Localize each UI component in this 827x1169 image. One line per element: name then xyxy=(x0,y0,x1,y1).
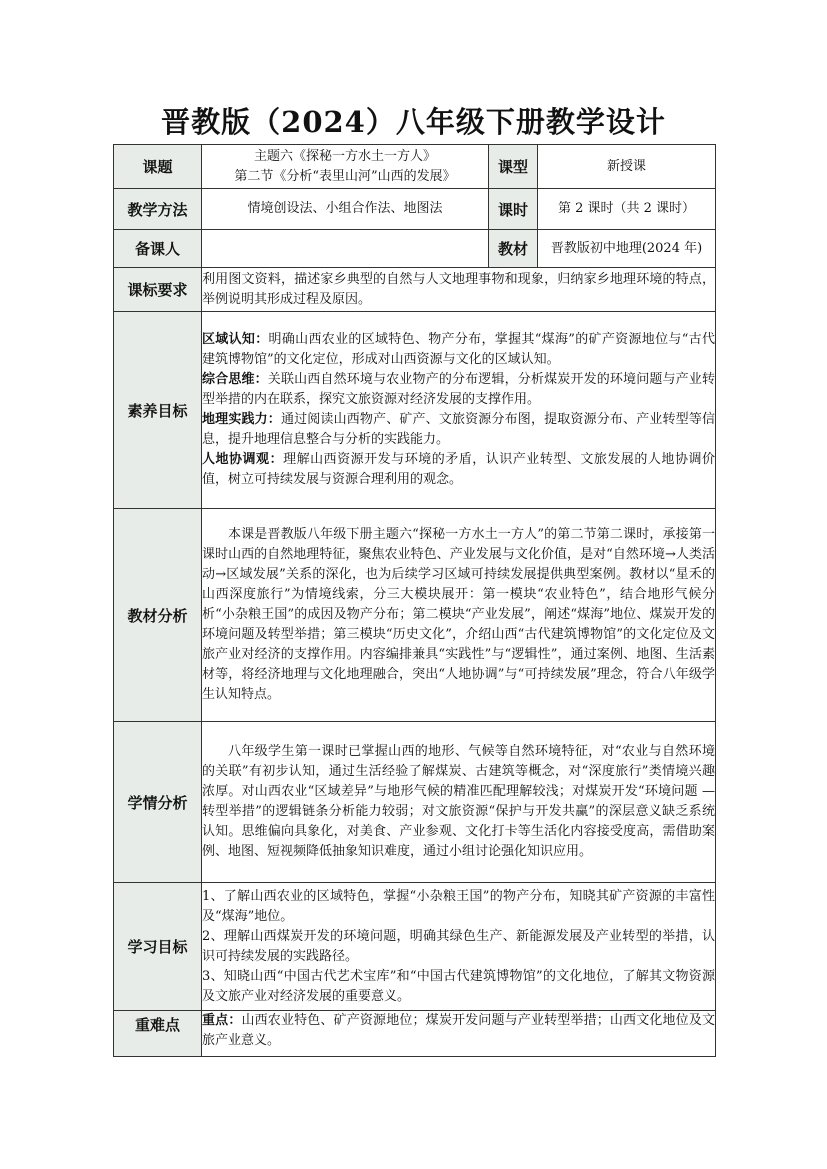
topic-value xyxy=(202,145,489,189)
goals-label: 学习目标 xyxy=(114,883,202,1011)
goal-item: 1、了解山西农业的区域特色，掌握“小杂粮王国”的物产分布，知晓其矿产资源的丰富性及“煤海”地位。 xyxy=(202,888,715,924)
goals-text xyxy=(202,883,716,1011)
preparer-value xyxy=(202,230,489,268)
literacy-desc: 关联山西自然环境与农业物产的分布逻辑，分析煤炭开发的环境问题与产业转型举措的内在联系，探究文旅资源对经济发展的支撑作用。 xyxy=(202,372,715,407)
topic-row xyxy=(114,145,716,189)
keypoints-key: 重点： xyxy=(202,1013,242,1028)
goal-item: 3、知晓山西“中国古代艺术宝库”和“中国古代建筑博物馆”的文化地位，了解其文物资源及文旅产业对经济发展的重要意义。 xyxy=(202,968,715,1004)
literacy-desc: 明确山西农业的区域特色、物产分布，掌握其“煤海”的矿产资源地位与“古代建筑博物馆”的文化定位，形成对山西资源与文化的区域认知。 xyxy=(202,332,715,367)
keypoints-row xyxy=(114,1011,716,1057)
literacy-desc: 理解山西资源开发与环境的矛盾，认识产业转型、文旅发展的人地协调价值，树立可持续发展与资源合理利用的观念。 xyxy=(202,452,715,487)
literacy-label: 素养目标 xyxy=(114,312,202,509)
literacy-row xyxy=(114,312,716,509)
material-label: 教材分析 xyxy=(114,509,202,722)
literacy-key: 地理实践力： xyxy=(202,412,281,427)
literacy-key: 区域认知： xyxy=(202,332,269,347)
literacy-item xyxy=(202,450,715,490)
hours-value: 第 2 课时（共 2 课时） xyxy=(538,189,716,230)
lesson-plan-table xyxy=(113,144,716,1057)
method-label: 教学方法 xyxy=(114,189,202,230)
lesson-type-label: 课型 xyxy=(489,145,538,189)
curriculum-label: 课标要求 xyxy=(114,268,202,312)
topic-label: 课题 xyxy=(114,145,202,189)
hours-label: 课时 xyxy=(489,189,538,230)
keypoints-text xyxy=(202,1011,716,1057)
literacy-item xyxy=(202,370,715,410)
lesson-type-value: 新授课 xyxy=(538,145,716,189)
students-text: 八年级学生第一课时已掌握山西的地形、气候等自然环境特征，对“农业与自然环境的关联”有初步认知，通过生活经验了解煤炭、古建筑等概念，对“深度旅行”类情境兴趣浓厚。对山西农业“区域差异”与地形气候的精准匹配理解较浅；对煤炭开发“环境问题 — 转型举措”的逻辑链条分析能力较弱；对文旅资源“保护与开发共赢”的深层意义缺乏系统认知。思维偏向具象化，对美食、产业参观、文化打卡等生活化内容接受度高，需借助案例、地图、短视频降低抽象知识难度，通过小组讨论强化知识应用。 xyxy=(202,722,716,883)
topic-line-2: 第二节《分析“表里山河”山西的发展》 xyxy=(234,168,456,184)
method-row xyxy=(114,189,716,230)
textbook-value: 晋教版初中地理(2024 年) xyxy=(538,230,716,268)
goal-item: 2、理解山西煤炭开发的环境问题，明确其绿色生产、新能源发展及产业转型的举措，认识可持续发展的实践路径。 xyxy=(202,928,715,964)
page-title: 晋教版（2024）八年级下册教学设计 xyxy=(161,105,666,139)
material-text: 本课是晋教版八年级下册主题六“探秘一方水土一方人”的第二节第二课时，承接第一课时山西的自然地理特征，聚焦农业特色、产业发展与文化价值，是对“自然环境→人类活动→区域发展”关系的深化，也为后续学习区域可持续发展提供典型案例。教材以“星禾的山西深度旅行”为情境线索，分三大模块展开：第一模块“农业特色”，结合地形气候分析“小杂粮王国”的成因及物产分布；第二模块“产业发展”，阐述“煤海”地位、煤炭开发的环境问题及转型举措；第三模块“历史文化”，介绍山西“古代建筑博物馆”的文化定位及文旅产业对经济的支撑作用。内容编排兼具“实践性”与“逻辑性”，通过案例、地图、生活素材等，将经济地理与文化地理融合，突出“人地协调”与“可持续发展”理念，符合八年级学生认知特点。 xyxy=(202,509,716,722)
literacy-item xyxy=(202,330,715,370)
literacy-item xyxy=(202,410,715,450)
goals-row xyxy=(114,883,716,1011)
curriculum-text: 利用图文资料，描述家乡典型的自然与人文地理事物和现象，归纳家乡地理环境的特点，举例说明其形成过程及原因。 xyxy=(202,268,716,312)
curriculum-row xyxy=(114,268,716,312)
textbook-label: 教材 xyxy=(489,230,538,268)
literacy-key: 人地协调观： xyxy=(202,452,284,467)
topic-line-1: 主题六《探秘一方水土一方人》 xyxy=(253,148,436,164)
literacy-text xyxy=(202,312,716,509)
preparer-row xyxy=(114,230,716,268)
literacy-key: 综合思维： xyxy=(202,372,268,387)
keypoints-desc: 山西农业特色、矿产资源地位；煤炭开发问题与产业转型举措；山西文化地位及文旅产业意义。 xyxy=(202,1013,715,1048)
students-row xyxy=(114,722,716,883)
literacy-desc: 通过阅读山西物产、矿产、文旅资源分布图，提取资源分布、产业转型等信息，提升地理信息整合与分析的实践能力。 xyxy=(202,412,715,447)
preparer-label: 备课人 xyxy=(114,230,202,268)
keypoints-label: 重难点 xyxy=(114,1011,202,1057)
method-value: 情境创设法、小组合作法、地图法 xyxy=(202,189,489,230)
students-label: 学情分析 xyxy=(114,722,202,883)
material-row xyxy=(114,509,716,722)
